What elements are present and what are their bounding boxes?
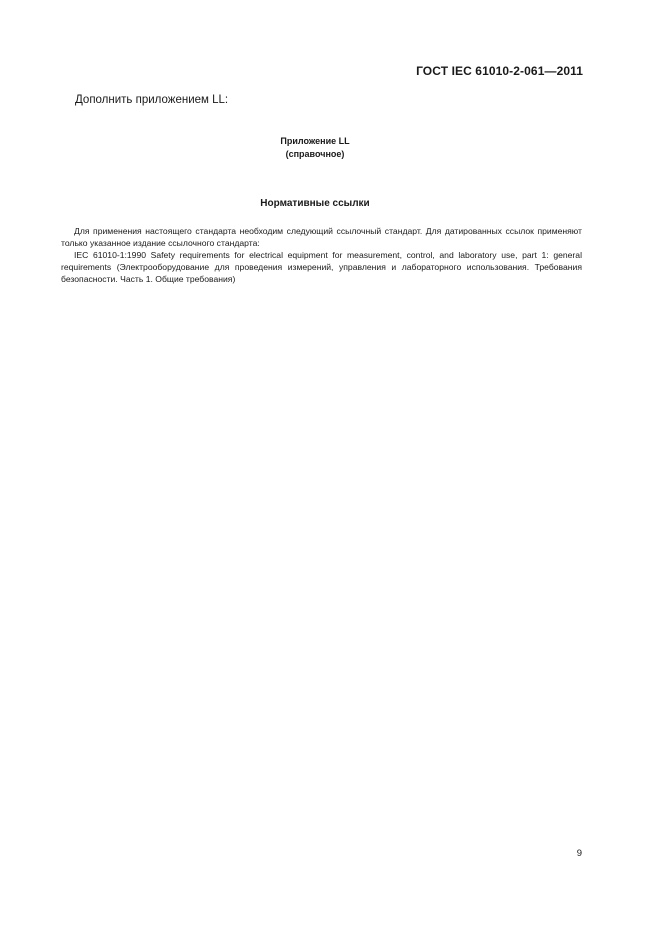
body-text [61,225,582,285]
section-title: Нормативные ссылки [260,198,370,209]
body-paragraph-intro: Для применения настоящего стандарта необходим следующий ссылочный стандарт. Для датированных ссылок применяют только указанное издание ссылочного стандарта: [61,226,582,248]
annex-heading [0,135,630,160]
body-paragraph-reference: IEC 61010-1:1990 Safety requirements for electrical equipment for measurement, control, and laboratory use, part 1: general requirements (Электрооборудование для проведения измерений, управления и лабораторного использования. Требования безопасности. Часть 1. Общие требования) [61,250,582,284]
annex-title: Приложение LL [280,136,350,146]
amendment-instruction: Дополнить приложением LL: [75,94,229,106]
standard-code-header: ГОСТ IEC 61010-2-061—2011 [416,64,583,78]
annex-status: (справочное) [285,148,345,159]
page-number: 9 [576,848,582,859]
